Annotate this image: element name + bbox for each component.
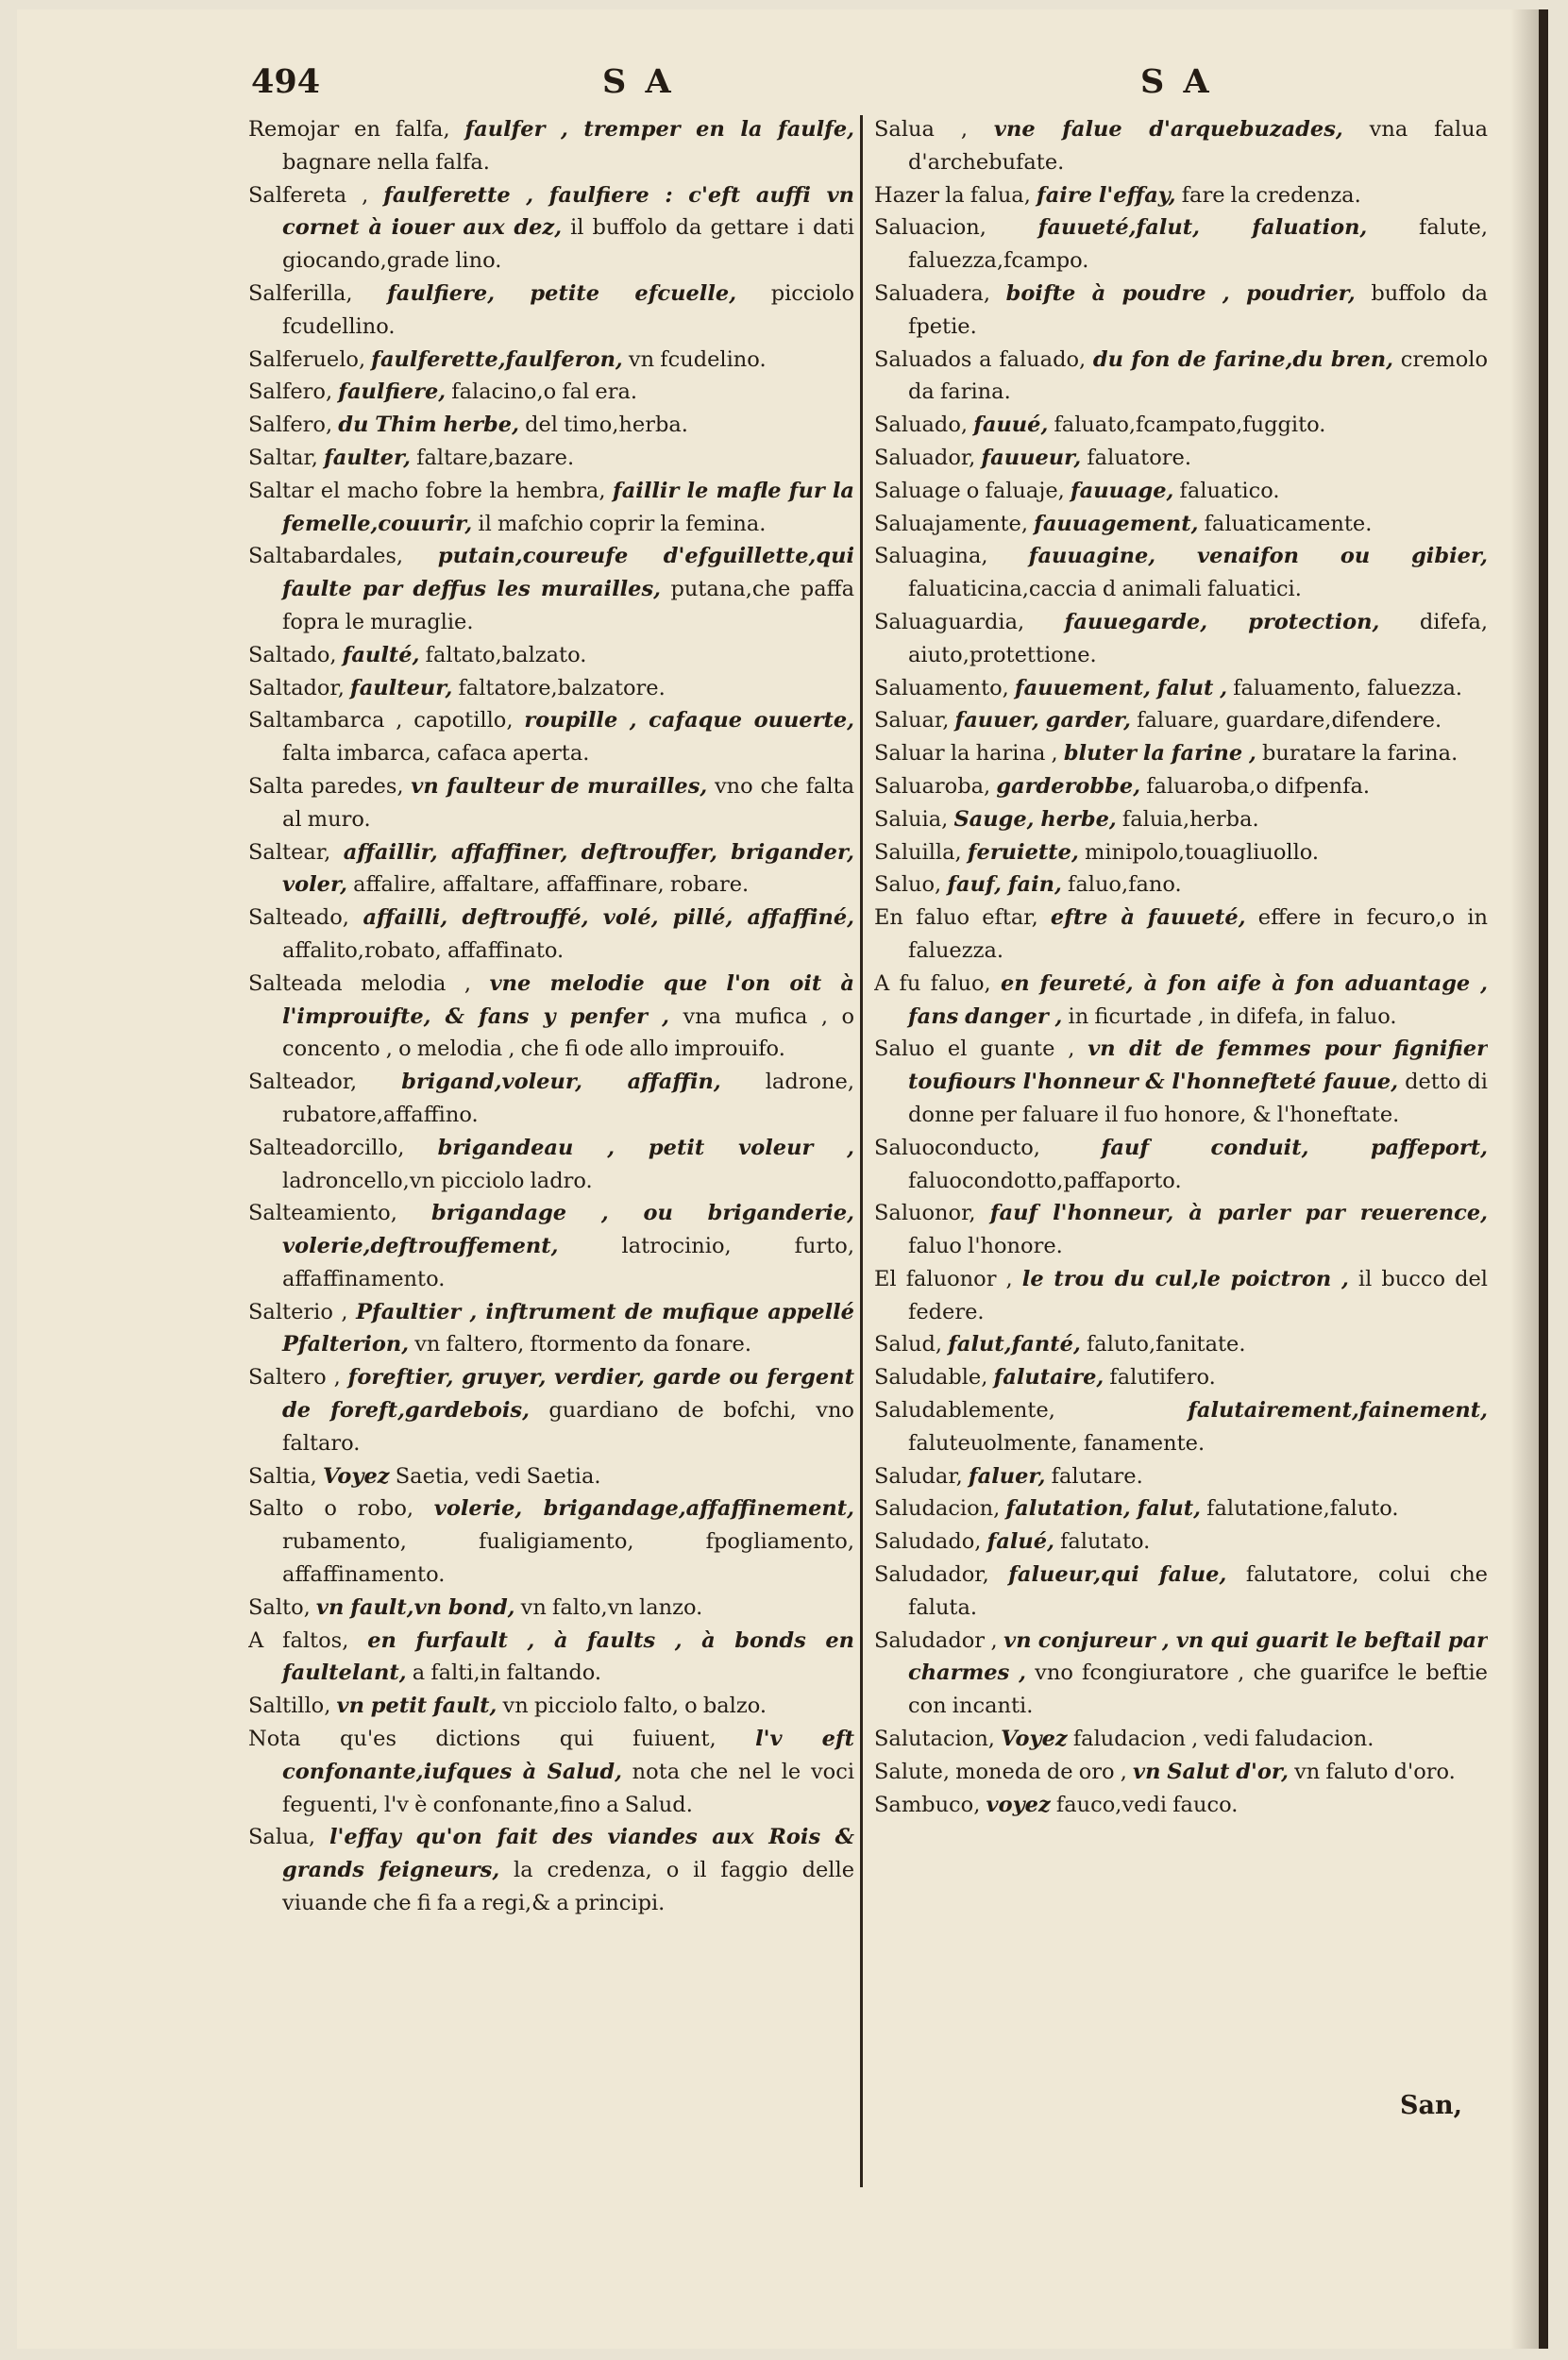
entry-italian: falutato. [1060,1529,1151,1555]
entry-french: garderobbe, [996,773,1141,799]
entry-lemma: Saltador, [248,675,345,700]
page-number: 494 [251,62,321,101]
dictionary-entry [874,968,1488,1034]
entry-french: bluter la farine , [1063,741,1256,767]
entry-lemma: Salutacion, [874,1727,995,1752]
entry-lemma: Saluia, [874,806,949,832]
entry-french: l'v eft confonante,iufques à Salud, [282,1727,854,1784]
dictionary-entry [248,672,854,705]
entry-french: faire l'effay, [1037,182,1176,208]
entry-lemma: Saludar, [874,1463,963,1489]
entry-italian: faluaticina,caccia d animali faluatici. [908,577,1302,602]
entry-lemma: Salfereta , [248,182,369,208]
dictionary-entry [248,475,854,541]
entry-italian: faludacion , vedi faludacion. [1072,1727,1374,1752]
entry-lemma: Saludador , [874,1627,998,1653]
dictionary-entry [248,704,854,770]
entry-lemma: Saltero , [248,1365,341,1391]
entry-french: du fon de farine,du bren, [1092,346,1394,372]
entry-italian: Saetia, vedi Saetia. [395,1463,601,1489]
dictionary-entry [248,409,854,442]
entry-lemma: Saltado, [248,642,337,667]
entry-italian: faluatico. [1179,478,1280,503]
entry-italian: vn faltero, ftormento da fonare. [414,1332,751,1357]
entry-french: brigandage , ou briganderie, volerie,deftrouffement, [282,1201,854,1259]
entry-french: faulter, [324,445,412,470]
entry-lemma: Saludacion, [874,1496,1001,1522]
entry-italian: faluteuolmente, fanamente. [908,1430,1206,1456]
entry-french: fauueté,falut, faluation, [1037,215,1368,241]
entry-italian: ladrone, rubatore,affaffino. [282,1070,854,1127]
dictionary-entry [874,113,1488,179]
dictionary-entry [248,540,854,638]
entry-french: fauuer, garder, [954,708,1131,733]
entry-lemma: Salferuelo, [248,346,366,372]
entry-lemma: Saltabardales, [248,544,404,569]
entry-lemma: Salta paredes, [248,773,404,799]
entry-french: falué, [986,1529,1054,1555]
entry-lemma: Salferilla, [248,280,353,306]
dictionary-column-left [248,113,854,2190]
entry-french: volerie, brigandage,affaffinement, [433,1496,854,1522]
dictionary-entry [874,1394,1488,1460]
entry-french: vn faulteur de murailles, [411,773,708,799]
entry-lemma: Saluado, [874,413,969,438]
entry-lemma: Salfero, [248,413,333,438]
entry-lemma: Saltambarca , capotillo, [248,708,514,733]
entry-italian: falute, faluezza,fcampo. [908,215,1488,274]
dictionary-entry [874,868,1488,902]
entry-italian: ladroncello,vn picciolo ladro. [282,1168,593,1193]
entry-french: vn Salut d'or, [1133,1759,1289,1784]
entry-french: falut,fanté, [948,1332,1081,1357]
entry-italian: buffolo da fpetie. [908,280,1488,339]
entry-italian: vn faluto d'oro. [1294,1759,1456,1784]
dictionary-entry [874,344,1488,410]
entry-lemma: Saludado, [874,1529,982,1555]
entry-lemma: Saltear, [248,839,331,865]
entry-lemma: Sambuco, [874,1792,981,1817]
entry-italian: faluia,herba. [1121,806,1259,832]
dictionary-entry [874,1723,1488,1756]
dictionary-entry [248,1296,854,1362]
dictionary-entry [248,639,854,672]
entry-lemma: Saluonor, [874,1201,976,1226]
dictionary-entry [248,836,854,902]
dictionary-entry [248,1132,854,1198]
entry-lemma: Saluadera, [874,280,990,306]
entry-lemma: Saluoconducto, [874,1135,1040,1160]
entry-italian: vno che falta al muro. [282,773,854,832]
entry-italian: faluatore. [1087,445,1191,470]
entry-french: fauuement, falut , [1014,675,1228,700]
entry-lemma: Salterio , [248,1299,348,1324]
entry-italian: effere in fecuro,o in faluezza. [908,905,1488,963]
entry-italian: a falti,in faltando. [412,1660,602,1686]
entry-italian: minipolo,touagliuollo. [1085,839,1320,865]
entry-italian: in ficurtade , in difefa, in faluo. [1068,1003,1397,1029]
entry-italian: vn fcudelino. [628,346,767,372]
entry-lemma: Saluagina, [874,544,988,569]
entry-italian: guardiano de bofchi, vno faltaro. [282,1398,854,1456]
entry-lemma: Salfero, [248,379,333,405]
entry-lemma: El faluonor , [874,1266,1013,1291]
entry-italian: faluamento, faluezza. [1233,675,1463,700]
entry-french: faulfer , tremper en la faulfe, [464,117,854,142]
dictionary-entry [874,409,1488,442]
entry-italian: vn picciolo falto, o balzo. [502,1694,767,1719]
dictionary-entry [874,803,1488,836]
dictionary-entry [248,278,854,344]
entry-french: falutation, falut, [1005,1496,1201,1522]
dictionary-entry [874,508,1488,541]
dictionary-entry [874,1460,1488,1493]
entry-french: putain,coureufe d'efguillette,qui faulte par deffus les murailles, [282,544,854,602]
entry-lemma: En faluo eftar, [874,905,1038,931]
dictionary-entry [874,442,1488,475]
dictionary-entry [874,1559,1488,1625]
entry-lemma: Saluo, [874,872,942,898]
entry-french: voyez [986,1792,1051,1817]
entry-italian: rubamento, fualigiamento, fpogliamento, affaffinamento. [282,1529,854,1588]
dictionary-entry [248,1723,854,1821]
entry-lemma: Salteado, [248,905,349,931]
entry-french: faulté, [342,642,420,667]
entry-italian: latrocinio, furto, affaffinamento. [282,1234,854,1291]
entry-lemma: Saluar la harina , [874,741,1058,767]
entry-lemma: Saluaroba, [874,773,991,799]
entry-lemma: A faltos, [248,1627,349,1653]
catchword: San, [1400,2091,1463,2120]
entry-lemma: Saluador, [874,445,976,470]
entry-lemma: Saluilla, [874,839,962,865]
dictionary-entry [874,1033,1488,1131]
dictionary-entry [248,968,854,1066]
dictionary-entry [874,606,1488,672]
dictionary-entry [874,1625,1488,1723]
entry-italian: falacino,o fal era. [451,379,638,405]
entry-italian: fare la credenza. [1181,182,1361,208]
entry-italian: faluare, guardare,difendere. [1137,708,1442,733]
dictionary-entry [874,1492,1488,1526]
entry-italian: faluocondotto,paffaporto. [908,1168,1182,1193]
entry-italian: detto di donne per faluare il fuo honore, & l'honeftate. [908,1070,1488,1127]
entry-italian: putana,che paffa fopra le muraglie. [282,577,854,634]
entry-lemma: Saltar el macho fobre la hembra, [248,478,606,503]
dictionary-entry [874,737,1488,770]
dictionary-entry [874,1132,1488,1198]
entry-french: falutairement,fainement, [1188,1398,1488,1424]
entry-italian: bagnare nella falfa. [282,149,490,175]
entry-french: vn petit fault, [336,1694,497,1719]
dictionary-entry [248,1592,854,1625]
entry-french: faulferette,faulferon, [371,346,623,372]
entry-french: faulteur, [350,675,453,700]
entry-lemma: Saluaguardia, [874,609,1025,634]
entry-italian: affalire, affaltare, affaffinare, robare. [353,872,750,898]
dictionary-entry [248,1066,854,1132]
entry-italian: falutatore, colui che faluta. [908,1562,1488,1620]
entry-french: brigand,voleur, affaffin, [401,1070,721,1095]
entry-lemma: Saluados a faluado, [874,346,1087,372]
entry-lemma: Saltillo, [248,1694,331,1719]
entry-french: faulfiere, [338,379,447,405]
entry-lemma: Salteamiento, [248,1201,397,1226]
entry-italian: falutare. [1051,1463,1143,1489]
dictionary-entry [248,376,854,409]
entry-french: l'effay qu'on fait des viandes aux Rois & grands feigneurs, [282,1825,854,1883]
entry-french: falutaire, [993,1365,1104,1391]
entry-lemma: Nota qu'es dictions qui fuiuent, [248,1727,717,1752]
entry-lemma: Saluage o faluaje, [874,478,1065,503]
entry-french: faulfiere, petite efcuelle, [387,280,737,306]
entry-italian: vna mufica , o concento , o melodia , che fi ode allo improuifo. [282,1003,854,1062]
dictionary-entry [248,770,854,836]
entry-french: du Thim herbe, [338,413,519,438]
dictionary-entry [874,1756,1488,1789]
entry-french: Pfaultier , inftrument de mufique appellé Pfalterion, [282,1299,854,1357]
entry-lemma: Salua, [248,1825,316,1850]
entry-lemma: Saluar, [874,708,950,733]
entry-french: fauuagement, [1034,511,1199,536]
entry-lemma: Salua , [874,117,968,142]
entry-french: vne falue d'arquebuzades, [993,117,1343,142]
entry-french: en furfault , à faults , à bonds en faultelant, [282,1627,854,1686]
entry-lemma: Saltar, [248,445,318,470]
entry-italian: falutatione,faluto. [1206,1496,1399,1522]
entry-lemma: Salud, [874,1332,943,1357]
entry-italian: affalito,robato, affaffinato. [282,937,565,963]
entry-french: feruiette, [967,839,1079,865]
entry-lemma: Remojar en falfa, [248,117,450,142]
entry-french: faulferette , faulfiere : c'eft auffi vn cornet à iouer aux dez, [282,182,854,241]
entry-french: Sauge, herbe, [953,806,1117,832]
entry-french: roupille , cafaque ouuerte, [524,708,854,733]
entry-french: faluer, [968,1463,1046,1489]
entry-lemma: Salteadorcillo, [248,1135,405,1160]
entry-french: brigandeau , petit voleur , [437,1135,854,1160]
dictionary-column-right [874,113,1488,2190]
entry-french: fauuegarde, protection, [1064,609,1380,634]
entry-french: foreftier, gruyer, verdier, garde ou fergent de foreft,gardebois, [282,1365,854,1424]
entry-french: fauuagine, venaifon ou gibier, [1028,544,1488,569]
entry-french: affaillir, affaffiner, deftrouffer, brigander, voler, [282,839,854,898]
dictionary-entry [874,1328,1488,1361]
entry-italian: difefa, aiuto,protettione. [908,609,1488,667]
entry-italian: il buffolo da gettare i dati giocando,grade lino. [282,215,854,274]
entry-lemma: Salteador, [248,1070,358,1095]
dictionary-entry [248,1460,854,1493]
dictionary-entry [248,1197,854,1295]
entry-lemma: Saludablemente, [874,1398,1055,1424]
entry-lemma: Saluajamente, [874,511,1028,536]
dictionary-entry [248,1821,854,1919]
entry-french: Voyez [1001,1727,1068,1752]
entry-french: vn fault,vn bond, [315,1594,515,1620]
entry-lemma: Saluamento, [874,675,1009,700]
entry-italian: vno fcongiuratore , che guarifce le beftie con incanti. [908,1660,1488,1719]
entry-lemma: Salute, moneda de oro , [874,1759,1127,1784]
dictionary-entry [248,902,854,968]
entry-french: fauueur, [981,445,1082,470]
dictionary-entry [874,672,1488,705]
book-page [17,9,1548,2349]
dictionary-entry [874,179,1488,212]
dictionary-entry [248,344,854,377]
dictionary-entry [248,1492,854,1591]
dictionary-entry [874,1526,1488,1559]
dictionary-entry [874,836,1488,869]
entry-french: fauf l'honneur, à parler par reuerence, [989,1201,1488,1226]
dictionary-entry [874,704,1488,737]
entry-french: vn dit de femmes pour fignifier toufiours l'honneur & l'honnefteté fauue, [908,1037,1488,1095]
entry-italian: faltatore,balzatore. [458,675,666,700]
running-head-left: S A [602,62,675,101]
dictionary-entry [248,179,854,278]
entry-french: vne melodie que l'on oit à l'improuifte, & fans y penfer , [282,970,854,1029]
dictionary-entry [874,1789,1488,1822]
entry-italian: la credenza, o il faggio delle viuande che fi fa a regi,& a principi. [282,1858,854,1916]
entry-french: fauf conduit, paffeport, [1101,1135,1488,1160]
entry-lemma: Saltia, [248,1463,317,1489]
dictionary-entry [248,1361,854,1459]
entry-italian: falutifero. [1109,1365,1216,1391]
dictionary-entry [874,211,1488,278]
entry-italian: faltato,balzato. [425,642,587,667]
dictionary-entry [874,1197,1488,1263]
entry-italian: picciolo fcudellino. [282,280,854,339]
entry-french: le trou du cul,le poictron , [1021,1266,1349,1291]
dictionary-entry [874,1263,1488,1329]
entry-italian: il mafchio coprir la femina. [478,511,767,536]
entry-lemma: A fu faluo, [874,970,991,996]
entry-italian: il bucco del federe. [908,1266,1488,1324]
entry-italian: faluaticamente. [1204,511,1373,536]
entry-italian: nota che nel le voci feguenti, l'v è confonante,fino a Salud. [282,1759,854,1817]
entry-french: Voyez [323,1463,390,1489]
entry-lemma: Saludador, [874,1562,989,1588]
dictionary-entry [248,113,854,179]
entry-lemma: Saluo el guante , [874,1037,1075,1062]
entry-italian: vna falua d'archebufate. [908,117,1488,175]
entry-french: falueur,qui falue, [1008,1562,1227,1588]
dictionary-entry [874,902,1488,968]
entry-italian: faluo l'honore. [908,1234,1063,1259]
entry-french: boifte à poudre , poudrier, [1005,280,1356,306]
entry-french: faillir le mafle fur la femelle,couurir, [282,478,854,536]
dictionary-entry [874,540,1488,606]
dictionary-entry [874,1361,1488,1394]
running-head-right: S A [1140,62,1213,101]
entry-lemma: Salto, [248,1594,311,1620]
dictionary-entry [874,278,1488,344]
entry-italian: vn falto,vn lanzo. [520,1594,703,1620]
entry-italian: fauco,vedi fauco. [1055,1792,1239,1817]
entry-lemma: Salto o robo, [248,1496,414,1522]
entry-french: affailli, deftrouffé, volé, pillé, affaffiné, [362,905,854,931]
page-edge [1539,9,1548,2349]
entry-italian: falta imbarca, cafaca aperta. [282,741,590,767]
entry-lemma: Saluacion, [874,215,986,241]
entry-french: en feureté, à fon aife à fon aduantage , fans danger , [908,970,1488,1029]
entry-lemma: Hazer la falua, [874,182,1031,208]
dictionary-entry [248,442,854,475]
entry-french: fauuage, [1070,478,1174,503]
dictionary-entry [874,475,1488,508]
entry-italian: faluo,fano. [1068,872,1182,898]
entry-italian: del timo,herba. [525,413,688,438]
entry-italian: faluaroba,o difpenfa. [1146,773,1371,799]
dictionary-entry [248,1690,854,1723]
entry-italian: faltare,bazare. [416,445,575,470]
entry-italian: faluto,fanitate. [1086,1332,1246,1357]
entry-french: eftre à fauueté, [1050,905,1246,931]
entry-italian: cremolo da farina. [908,346,1488,405]
entry-italian: faluato,fcampato,fuggito. [1054,413,1326,438]
dictionary-entry [248,1625,854,1691]
entry-french: fauué, [973,413,1049,438]
entry-lemma: Saludable, [874,1365,988,1391]
column-divider [860,115,863,2187]
entry-italian: buratare la farina. [1261,741,1458,767]
dictionary-entry [874,770,1488,803]
entry-french: fauf, fain, [947,872,1062,898]
entry-lemma: Salteada melodia , [248,970,472,996]
entry-french: vn conjureur , vn qui guarit le beftail par charmes , [908,1627,1488,1686]
